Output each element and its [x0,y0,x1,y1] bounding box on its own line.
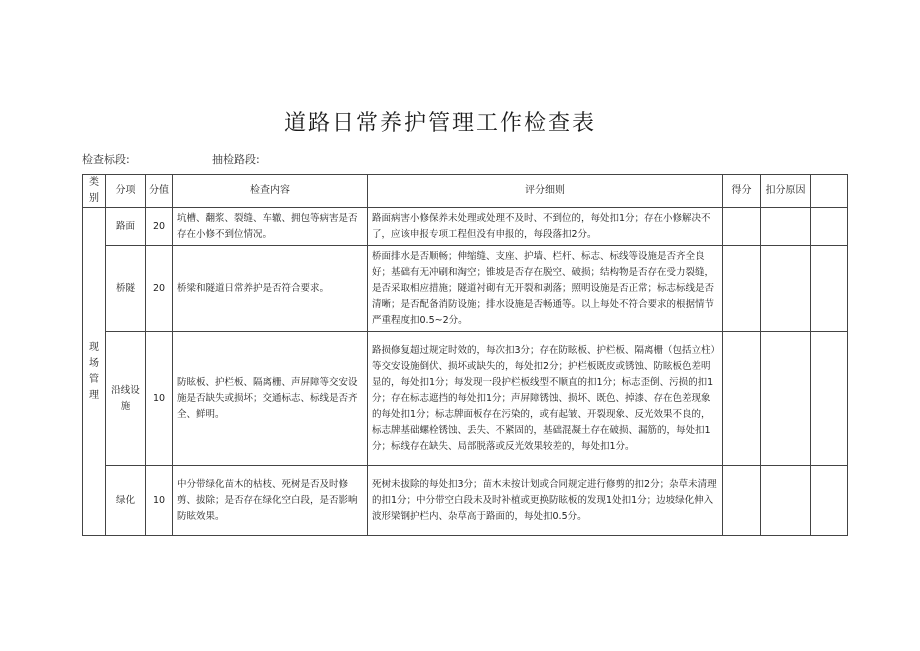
reason-cell[interactable] [761,246,811,332]
blank-cell [811,332,848,466]
blank-cell [811,246,848,332]
content-cell: 坑槽、翻浆、裂缝、车辙、拥包等病害是否存在小修不到位情况。 [173,208,368,246]
reason-cell[interactable] [761,332,811,466]
item-cell: 沿线设施 [106,332,146,466]
item-cell: 绿化 [106,466,146,536]
score-cell: 10 [146,466,173,536]
table-row [83,208,848,246]
detail-cell: 路损修复超过规定时效的，每次扣3分；存在防眩板、护栏板、隔离栅（包括立柱）等交安设施倒伏、损坏或缺失的，每处扣2分；护栏板既皮或锈蚀、防眩板色差明显的，每处扣1分；每发现一段护栏板线型不顺直的扣1分；标志歪倒、污损的扣1分；存在标志遮挡的每处扣1分；声屏障锈蚀、损坏、既色、掉漆、存在色差现象的每处扣1分；标志牌面板存在污染的，或有起皱、开裂现象、反光效果不良的，标志牌基础螺栓锈蚀、丢失、不紧固的，基础混凝土存在破损、漏筋的，每处扣1分；标线存在缺失、局部脱落或反光效果较差的，每处扣1分。 [368,332,723,466]
header-item: 分项 [106,175,146,208]
content-cell: 桥梁和隧道日常养护是否符合要求。 [173,246,368,332]
item-cell: 路面 [106,208,146,246]
content-cell: 防眩板、护栏板、隔离栅、声屏障等交安设施是否缺失或损坏；交通标志、标线是否齐全、鲜明。 [173,332,368,466]
header-content: 检查内容 [173,175,368,208]
score-cell: 10 [146,332,173,466]
detail-cell: 路面病害小修保养未处理或处理不及时、不到位的，每处扣1分；存在小修解决不了，应该申报专项工程但没有申报的，每段落扣2分。 [368,208,723,246]
inspection-table [82,174,848,536]
table-row [83,246,848,332]
score-cell: 20 [146,246,173,332]
section-label: 检查标段: [82,153,130,166]
header-detail: 评分细则 [368,175,723,208]
table-header-row [83,175,848,208]
table-row [83,466,848,536]
blank-cell [811,466,848,536]
detail-cell: 死树未拔除的每处扣3分；苗木未按计划或合同规定进行修剪的扣2分；杂草未清理的扣1分；中分带空白段未及时补植或更换防眩板的发现1处扣1分；边坡绿化伸入波形梁钢护栏内、杂草高于路面的，每处扣0.5分。 [368,466,723,536]
got-score-cell[interactable] [723,246,761,332]
table-row [83,332,848,466]
got-score-cell[interactable] [723,208,761,246]
got-score-cell[interactable] [723,332,761,466]
content-cell: 中分带绿化苗木的枯枝、死树是否及时修剪、拔除；是否存在绿化空白段，是否影响防眩效果。 [173,466,368,536]
got-score-cell[interactable] [723,466,761,536]
item-cell: 桥隧 [106,246,146,332]
reason-cell[interactable] [761,208,811,246]
score-cell: 20 [146,208,173,246]
header-score: 分值 [146,175,173,208]
header-blank [811,175,848,208]
page-title: 道路日常养护管理工作检查表 [283,111,596,136]
detail-cell: 桥面排水是否顺畅；伸缩缝、支座、护墙、栏杆、标志、标线等设施是否齐全良好；基础有无冲刷和淘空；锥坡是否存在脱空、破损；结构物是否存在受力裂缝，是否采取相应措施；隧道衬砌有无开裂和剥落；照明设施是否正常；标志标线是否清晰；是否配备消防设施；排水设施是否畅通等。以上每处不符合要求的根据情节严重程度扣0.5~2分。 [368,246,723,332]
header-deduction-reason: 扣分原因 [761,175,811,208]
reason-cell[interactable] [761,466,811,536]
blank-cell [811,208,848,246]
category-cell: 现 场 管理 [83,208,106,536]
header-got-score: 得分 [723,175,761,208]
header-category: 类别 [83,175,106,208]
road-label: 抽检路段: [212,153,260,166]
